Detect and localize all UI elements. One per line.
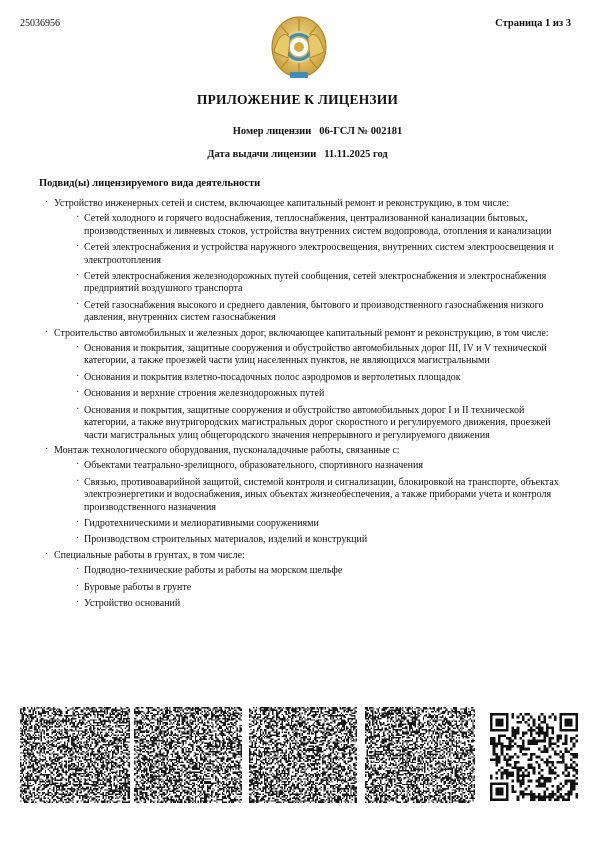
sub-activity-item: · Сетей электроснабжения железнодорожных путей сообщения, сетей электроснабжения и электроснабжения предприятий воздушного транспорта (54, 271, 564, 296)
sub-activity-item: · Сетей холодного и горячего водоснабжения, теплоснабжения, централизованной канализации бытовых, производственных и ливневых стоков, устройства внутренних систем водопровода, отопления и канализации (54, 213, 564, 238)
sub-activity-item: · Устройство оснований (54, 598, 564, 610)
license-number-row (20, 126, 595, 137)
activity-item (44, 328, 564, 442)
sub-activity-item: · Гидротехническими и мелиоративными сооружениями (54, 518, 564, 530)
sub-activity-item: · Подводно-технические работы и работы на морском шельфе (54, 565, 564, 577)
license-number-label: Номер лицензии (232, 126, 312, 137)
license-date-value: 11.11.2025 год (324, 149, 388, 160)
sub-activity-item: · Связью, противоаварийной защитой, системой контроля и сигнализации, блокировкой на транспорте, объектах электроэнергетики и водоснабжения, иных объектах жизнеобеспечения, а также приборами учета и контроля производственного назначения (54, 477, 564, 514)
activity-text: · Монтаж технологического оборудования, пусконаладочные работы, связанные с: (54, 444, 400, 456)
sub-activity-item: · Основания и покрытия, защитные сооружения и обустройство автомобильных дорог I и II технической категории, а также внутригородских магистральных дорог скоростного и регулируемого движения, проезжей части магистральных улиц общегородского значения непрерывного и регулируемого движения (54, 405, 564, 442)
qr-code-icon (490, 713, 578, 801)
activity-item (44, 198, 564, 325)
license-number-value: 06-ГСЛ № 002181 (319, 126, 403, 137)
barcode-icon (249, 707, 357, 803)
activity-text: · Специальные работы в грунтах, в том числе: (54, 549, 245, 561)
sub-activity-item: · Буровые работы в грунте (54, 582, 564, 594)
sub-activity-item: · Основания и покрытия взлетно-посадочных полос аэродромов и вертолетных площадок (54, 372, 564, 384)
activity-item (44, 445, 564, 547)
license-date-label: Дата выдачи лицензии (207, 149, 317, 160)
state-emblem-icon (270, 14, 328, 80)
sub-activity-item: · Основания и покрытия, защитные сооружения и обустройство автомобильных дорог III, IV и V технической категории, а также проезжей части улиц населенных пунктов, не являющихся магистральными (54, 343, 564, 368)
activity-text: · Устройство инженерных сетей и систем, включающее капитальный ремонт и реконструкцию, в том числе: (54, 198, 510, 209)
sub-activity-item: · Объектами театрально-зрелищного, образовательного, спортивного назначения (54, 460, 564, 472)
sub-activity-item: · Сетей электроснабжения и устройства наружного электроосвещения, внутренних систем электроосвещения и электроотопления (54, 242, 564, 267)
activity-text: · Строительство автомобильных и железных дорог, включающее капитальный ремонт и реконструкцию, в том числе: (54, 327, 549, 339)
page-indicator: Страница 1 из 3 (495, 18, 571, 29)
sub-activity-item: · Сетей газоснабжения высокого и среднего давления, бытового и производственного газоснабжения низкого давления, внутренних систем газоснабжения (54, 300, 564, 325)
activity-list (44, 198, 564, 613)
activity-item (44, 550, 564, 611)
barcode-strip (20, 707, 580, 803)
doc-number: 25036956 (20, 18, 60, 29)
barcode-icon (134, 707, 242, 803)
sub-activity-item: · Производством строительных материалов, изделий и конструкций (54, 534, 564, 546)
license-date-row (0, 149, 595, 160)
sub-activity-item: · Основания и верхние строения железнодорожных путей (54, 388, 564, 400)
page-title: ПРИЛОЖЕНИЕ К ЛИЦЕНЗИИ (196, 92, 399, 107)
barcode-icon (365, 707, 475, 803)
barcode-icon (20, 707, 130, 803)
section-heading: Подвид(ы) лицензируемого вида деятельности (39, 178, 261, 189)
